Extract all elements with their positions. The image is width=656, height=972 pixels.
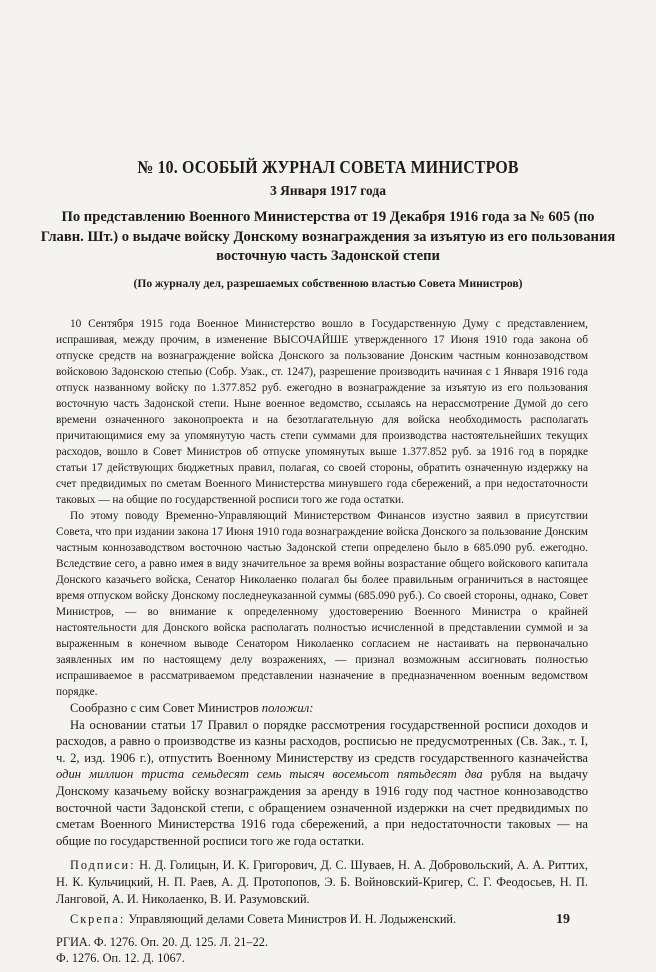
archive-references — [56, 934, 588, 967]
attestation-label: Скрепа: — [70, 912, 126, 927]
document-date: 3 Января 1917 года — [270, 183, 386, 198]
resolution-text-a: На основании статьи 17 Правил о порядке рассмотрения государственной росписи доходов и расходов, а равно о производстве из казны расходов, росписью не предусмотренных (Св. Зак., т. I, ч. 2, изд. 1906 г.), отпустить Военному Министерству из средств государственного казначейства — [56, 717, 588, 765]
signatures-names: Н. Д. Голицын, И. К. Григорович, Д. С. Шуваев, Н. А. Добровольский, А. А. Риттих, Н. К. Кульчицкий, Н. П. Раев, А. Д. Протопопов, Э. Б. Войновский-Кригер, С. Г. Феодосьев, Н. П. Ланговой, А. И. Николаенко, В. И. Разумовский. — [56, 858, 588, 906]
paragraph-1: 10 Сентября 1915 года Военное Министерство вошло в Государственную Думу с представлением, испрашивая, между прочим, в изменение ВЫСОЧАЙШЕ утвержденного 17 Июня 1910 года закона об отпуске средств на вознаграждение войска Донского за пользование Донским частным коннозаводством войсковою Задонскою степью (Собр. Узак., ст. 1247), разрешение производить начиная с 1 Января 1916 года отпуск названному войску по 1.377.852 руб. ежегодно в вознаграждение за изъятую из его пользования восточную часть Задонской степи. Ныне военное ведомство, ссылаясь на нерассмотрение Думой до сего времени означенного законопроекта и на безотлагательную для войска необходимость располагать причитающимися ему за упомянутую часть степи суммами для производства настоятельнейших текущих расходов, вошло в Совет Министров об отпуске упомянутых выше 1.377.852 руб. за 1916 год в порядке статьи 17 действующих бюджетных правил, полагая, со своей стороны, обратить означенную издержку на счет предвидимых по сметам Военного Министерства минувшего года сбережений, а при недостаточности таковых — на общие по государственной росписи того же года остатки. — [56, 318, 588, 506]
resolution-text-b: рубля на выдачу Донскому казачьему войску вознаграждения за аренду в 1916 году под частное коннозаводство восточной части Задонской степи, с обращением означенной издержки на счет предвидимых по сметам Военного Министерства 1916 года сбережений, а при недостаточности таковых — на общие по государственной росписи того же года остатки. — [56, 767, 588, 848]
page-number: 19 — [556, 912, 570, 927]
paragraph-resolution-lead — [56, 700, 588, 717]
archive-reference: РГИА. Ф. 1276. Оп. 20. Д. 125. Л. 21–22. — [56, 934, 268, 949]
document-title: № 10. ОСОБЫЙ ЖУРНАЛ СОВЕТА МИНИСТРОВ — [137, 157, 519, 177]
resolution-amount: один миллион триста семьдесят семь тысяч восемьсот пятьдесят два — [56, 767, 483, 782]
paragraph-2: По этому поводу Временно-Управляющий Министерством Финансов изустно заявил в присутствии Совета, что при издании закона 17 Июня 1910 года вознаграждение войска Донского за пользование Донским частным коннозаводством восточною частью Задонской степи определено было в 685.090 руб. ежегодно. Вследствие сего, а равно имея в виду значительное за время войны возрастание общего войскового капитала Донского казачьего войска, Сенатор Николаенко полагал бы более правильным ограничиться в настоящее время отпуском войску Донскому последнеуказанной суммы (685.090 руб.). Со своей стороны, однако, Совет Министров, — во внимание к определенному удостоверению Военного Министра о крайней настоятельности для Донского войска располагать полностью исчисленной в представлении суммой и за выраженным в конечном выводе Сенатором Николаенко согласием не настаивать на первоначально заявленных им по настоящему делу возражениях, — признал возможным ассигновать полностью испрашиваемое в рассматриваемом представлении назначение в предназначенном военным ведомством порядке. — [56, 510, 588, 698]
resolution-verb: положил: — [261, 701, 314, 715]
document-subject: По представлению Военного Министерства от 19 Декабря 1916 года за № 605 (по Главн. Шт.) о выдаче войску Донскому вознаграждения за изъятую из его пользования восточную часть Задонской степи — [40, 209, 616, 264]
signatures-label: Подписи: — [70, 858, 136, 873]
document-note: (По журналу дел, разрешаемых собственною властью Совета Министров) — [133, 277, 523, 290]
archive-reference: Ф. 1276. Оп. 12. Д. 1067. — [56, 951, 185, 966]
document-body — [56, 316, 588, 967]
resolution-lead-text: Сообразно с сим Совет Министров — [70, 701, 262, 715]
attestation-text: Управляющий делами Совета Министров И. Н. Лодыженский. — [125, 912, 457, 927]
paragraph-resolution — [56, 717, 588, 850]
attestation — [56, 911, 588, 928]
signatures — [56, 857, 588, 907]
